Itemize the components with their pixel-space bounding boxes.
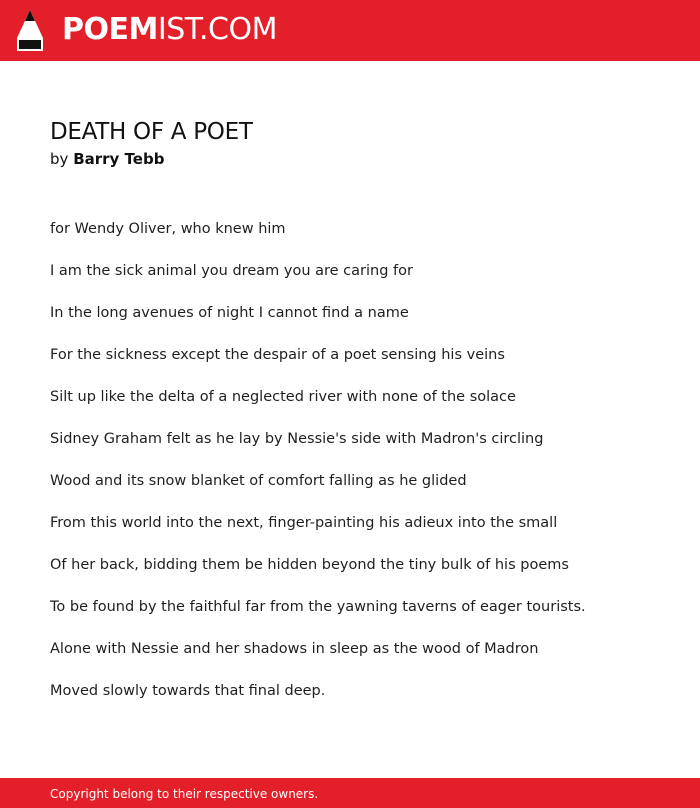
by-label: by: [50, 150, 69, 168]
poem-line: Of her back, bidding them be hidden beyond the tiny bulk of his poems: [50, 557, 569, 573]
brand-bold-text: POEM: [62, 12, 158, 47]
site-footer: [0, 778, 700, 808]
site-header: [0, 0, 700, 61]
brand-light-text: IST.COM: [157, 12, 277, 47]
poem-line: Wood and its snow blanket of comfort falling as he glided: [50, 473, 467, 489]
poem-line: Sidney Graham felt as he lay by Nessie's side with Madron's circling: [50, 431, 544, 447]
poem-body: [50, 217, 586, 721]
byline: [50, 149, 164, 169]
copyright-text: Copyright belong to their respective owners.: [50, 787, 319, 801]
pencil-icon[interactable]: [17, 10, 43, 51]
poem-line: From this world into the next, finger-painting his adieux into the small: [50, 515, 558, 531]
site-logo[interactable]: [62, 12, 277, 48]
poem-line: Silt up like the delta of a neglected river with none of the solace: [50, 389, 516, 405]
poem-line: For the sickness except the despair of a poet sensing his veins: [50, 347, 505, 363]
poem-title: DEATH OF A POET: [50, 119, 253, 145]
poem-line: Alone with Nessie and her shadows in sleep as the wood of Madron: [50, 641, 539, 657]
poem-line: I am the sick animal you dream you are caring for: [50, 263, 413, 279]
poem-line: for Wendy Oliver, who knew him: [50, 221, 286, 237]
poem-line: Moved slowly towards that final deep.: [50, 683, 326, 699]
poem-line: To be found by the faithful far from the yawning taverns of eager tourists.: [50, 599, 586, 615]
author-name: Barry Tebb: [73, 150, 165, 168]
poem-line: In the long avenues of night I cannot find a name: [50, 305, 409, 321]
